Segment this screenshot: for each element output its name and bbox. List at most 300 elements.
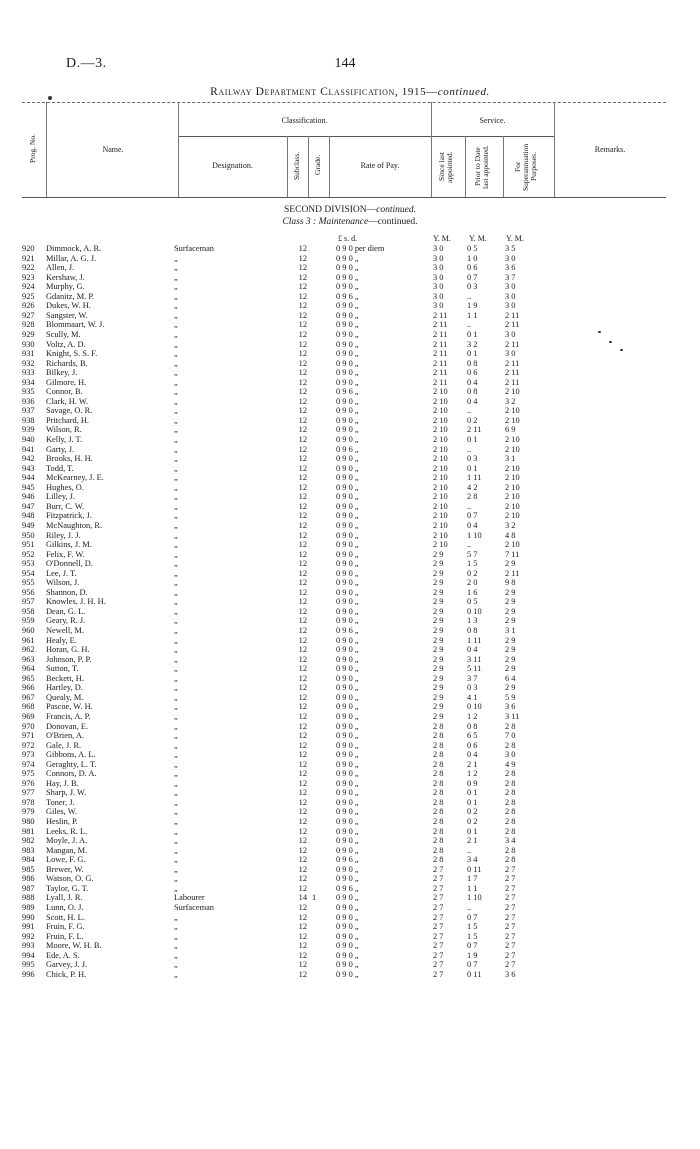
cell-prog-no: 992	[22, 931, 35, 941]
cell-name: Gale, J. R.	[46, 740, 82, 750]
table-header	[22, 102, 666, 198]
cell-since-last-appointed: 2 9	[433, 626, 444, 635]
cell-prior-to-date: 0 2	[467, 817, 478, 826]
cell-superannuation: 2 8	[505, 740, 516, 750]
ink-mark	[609, 341, 612, 343]
cell-superannuation: 2 8	[505, 721, 516, 731]
cell-prog-no: 924	[22, 282, 35, 292]
cell-name: Lowe, F. G.	[46, 855, 86, 865]
cell-rate-of-pay: 0 9 0 „	[336, 817, 359, 826]
cell-rate-of-pay: 0 9 0 „	[336, 587, 359, 597]
cell-prior-to-date: 0 11	[467, 969, 482, 979]
cell-name: Blommaart, W. J.	[46, 320, 105, 330]
table-row	[0, 511, 700, 521]
cell-name: Kershaw, J.	[46, 272, 85, 282]
cell-subclass: 12	[298, 969, 307, 979]
cell-prior-to-date: 1 11	[467, 635, 482, 645]
cell-designation: „	[174, 826, 178, 836]
table-row	[0, 798, 700, 808]
cell-designation: „	[174, 778, 178, 788]
cell-name: Gilmore, H.	[46, 377, 87, 387]
cell-superannuation: 2 10	[505, 387, 520, 397]
cell-prog-no: 975	[22, 769, 35, 779]
cell-since-last-appointed: 2 10	[433, 482, 448, 492]
cell-rate-of-pay: 0 9 0 „	[336, 549, 359, 559]
cell-superannuation: 2 7	[505, 902, 516, 912]
cell-prog-no: 995	[22, 960, 35, 970]
cell-designation: „	[174, 454, 178, 464]
cell-designation: „	[174, 845, 178, 855]
cell-superannuation: 2 9	[505, 645, 516, 655]
cell-designation: „	[174, 482, 178, 492]
cell-designation: „	[174, 626, 178, 635]
cell-superannuation: 2 10	[505, 540, 520, 550]
cell-subclass: 12	[298, 759, 307, 769]
cell-subclass: 12	[298, 769, 307, 779]
cell-prog-no: 979	[22, 807, 35, 817]
cell-name: Quealy, M.	[46, 692, 84, 702]
cell-since-last-appointed: 2 11	[433, 329, 448, 339]
cell-superannuation: 2 10	[505, 415, 520, 425]
cell-since-last-appointed: 2 11	[433, 339, 448, 349]
cell-name: Toner, J.	[46, 797, 75, 807]
table-row	[0, 502, 700, 512]
cell-prog-no: 934	[22, 377, 35, 387]
cell-superannuation: 2 8	[505, 826, 516, 836]
cell-superannuation: 2 9	[505, 606, 516, 616]
table-row	[0, 521, 700, 531]
cell-prog-no: 953	[22, 559, 35, 569]
cell-designation: „	[174, 731, 178, 741]
cell-prog-no: 966	[22, 683, 35, 693]
units-row	[0, 234, 700, 244]
table-row	[0, 731, 700, 741]
cell-prior-to-date: 1 3	[467, 616, 478, 626]
cell-prior-to-date: 2 1	[467, 759, 478, 769]
cell-rate-of-pay: 0 9 0 „	[336, 721, 359, 731]
cell-name: O'Brien, A.	[46, 731, 85, 741]
cell-prog-no: 985	[22, 864, 35, 874]
cell-superannuation: 3 0	[505, 282, 516, 292]
cell-name: Murphy, G.	[46, 282, 85, 292]
cell-subclass: 12	[298, 540, 307, 550]
cell-designation: „	[174, 740, 178, 750]
cell-name: Clark, H. W.	[46, 396, 89, 406]
cell-designation: „	[174, 492, 178, 502]
cell-subclass: 14	[298, 893, 307, 903]
cell-designation: „	[174, 673, 178, 683]
cell-designation: „	[174, 396, 178, 406]
cell-subclass: 12	[298, 511, 307, 521]
cell-since-last-appointed: 2 7	[433, 893, 444, 903]
cell-rate-of-pay: 0 9 0 „	[336, 807, 359, 817]
header-designation: Designation.	[212, 161, 253, 170]
cell-designation: „	[174, 788, 178, 798]
cell-prior-to-date: 1 5	[467, 559, 478, 569]
cell-prog-no: 955	[22, 578, 35, 588]
cell-since-last-appointed: 2 10	[433, 501, 448, 511]
cell-name: Mangan, M.	[46, 845, 88, 855]
cell-name: Geary, R. J.	[46, 616, 86, 626]
cell-rate-of-pay: 0 9 0 „	[336, 864, 359, 874]
cell-designation: „	[174, 568, 178, 578]
cell-designation: „	[174, 415, 178, 425]
cell-superannuation: 3 5	[505, 244, 516, 253]
cell-since-last-appointed: 2 8	[433, 797, 444, 807]
cell-prog-no: 942	[22, 454, 35, 464]
cell-rate-of-pay: 0 9 0 „	[336, 501, 359, 511]
division-heading: SECOND DIVISION—continued.	[284, 205, 416, 215]
cell-superannuation: 3 6	[505, 702, 516, 712]
cell-prog-no: 989	[22, 902, 35, 912]
cell-name: Healy, E.	[46, 635, 77, 645]
cell-prog-no: 921	[22, 253, 35, 263]
cell-rate-of-pay: 0 9 0 „	[336, 396, 359, 406]
cell-prog-no: 983	[22, 845, 35, 855]
cell-since-last-appointed: 2 7	[433, 931, 444, 941]
cell-superannuation: 2 11	[505, 568, 520, 578]
cell-designation: „	[174, 435, 178, 444]
table-row	[0, 645, 700, 655]
cell-prog-no: 937	[22, 406, 35, 416]
page-number: 144	[334, 56, 356, 71]
cell-rate-of-pay: 0 9 0 „	[336, 826, 359, 836]
cell-subclass: 12	[298, 253, 307, 263]
cell-since-last-appointed: 2 11	[433, 320, 448, 330]
ink-mark	[598, 331, 601, 333]
cell-subclass: 12	[298, 349, 307, 359]
cell-rate-of-pay: 0 9 0 „	[336, 559, 359, 569]
table-row	[0, 741, 700, 751]
cell-subclass: 12	[298, 855, 307, 865]
cell-designation: „	[174, 587, 178, 597]
cell-prog-no: 980	[22, 817, 35, 826]
cell-since-last-appointed: 2 9	[433, 578, 444, 588]
units-ym-super: Y. M.	[506, 234, 524, 243]
table-row	[0, 540, 700, 550]
cell-name: Hay, J. B.	[46, 778, 79, 788]
cell-name: Hartley, D.	[46, 683, 83, 693]
cell-since-last-appointed: 2 10	[433, 530, 448, 540]
cell-subclass: 12	[298, 406, 307, 416]
cell-rate-of-pay: 0 9 0 „	[336, 740, 359, 750]
cell-name: Newell, M.	[46, 626, 84, 635]
cell-superannuation: 4 9	[505, 759, 516, 769]
cell-designation: „	[174, 301, 178, 311]
cell-superannuation: 2 8	[505, 778, 516, 788]
cell-prior-to-date: ..	[467, 845, 472, 855]
cell-superannuation: 2 7	[505, 864, 516, 874]
cell-prog-no: 939	[22, 425, 35, 435]
cell-rate-of-pay: 0 9 0 „	[336, 530, 359, 540]
header-superannuation: For Superannuation Purposes.	[513, 143, 538, 191]
cell-since-last-appointed: 2 11	[433, 358, 448, 368]
table-row	[0, 827, 700, 837]
cell-rate-of-pay: 0 9 0 „	[336, 329, 359, 339]
cell-subclass: 12	[298, 415, 307, 425]
cell-name: Sangster, W.	[46, 310, 88, 320]
cell-since-last-appointed: 2 10	[433, 387, 448, 397]
cell-since-last-appointed: 3 0	[433, 244, 444, 253]
cell-prog-no: 932	[22, 358, 35, 368]
cell-prior-to-date: 0 7	[467, 960, 478, 970]
cell-prior-to-date: 5 7	[467, 549, 478, 559]
cell-name: Sutton, T.	[46, 664, 79, 674]
cell-superannuation: 3 7	[505, 272, 516, 282]
cell-designation: „	[174, 291, 178, 301]
cell-since-last-appointed: 2 8	[433, 817, 444, 826]
cell-prog-no: 940	[22, 435, 35, 444]
cell-prog-no: 923	[22, 272, 35, 282]
cell-rate-of-pay: 0 9 0 „	[336, 960, 359, 970]
cell-superannuation: 2 7	[505, 950, 516, 960]
table-row	[0, 292, 700, 302]
cell-prior-to-date: 0 3	[467, 282, 478, 292]
cell-prior-to-date: 3 4	[467, 855, 478, 865]
cell-subclass: 12	[298, 444, 307, 454]
cell-subclass: 12	[298, 263, 307, 273]
cell-designation: „	[174, 912, 178, 922]
cell-prior-to-date: 0 5	[467, 597, 478, 607]
cell-designation: „	[174, 263, 178, 273]
cell-subclass: 12	[298, 272, 307, 282]
cell-superannuation: 2 8	[505, 817, 516, 826]
cell-rate-of-pay: 0 9 0 „	[336, 750, 359, 760]
table-row	[0, 349, 700, 359]
cell-since-last-appointed: 2 9	[433, 549, 444, 559]
cell-prog-no: 963	[22, 654, 35, 664]
header-grade: Grade.	[313, 154, 322, 176]
cell-prior-to-date: 0 4	[467, 750, 478, 760]
cell-rate-of-pay: 0 9 0 „	[336, 893, 359, 903]
table-row	[0, 683, 700, 693]
cell-name: Dimmock, A. R.	[46, 244, 102, 253]
cell-grade: 1	[312, 893, 317, 903]
table-row	[0, 616, 700, 626]
cell-rate-of-pay: 0 9 0 „	[336, 606, 359, 616]
cell-name: Shannon, D.	[46, 587, 88, 597]
cell-designation: „	[174, 377, 178, 387]
cell-rate-of-pay: 0 9 0 „	[336, 253, 359, 263]
cell-subclass: 12	[298, 435, 307, 444]
cell-rate-of-pay: 0 9 6 „	[336, 855, 359, 865]
table-row	[0, 254, 700, 264]
cell-subclass: 12	[298, 587, 307, 597]
cell-name: McNaughton, R.	[46, 520, 103, 530]
cell-prior-to-date: ..	[467, 540, 472, 550]
cell-superannuation: 2 10	[505, 482, 520, 492]
cell-prior-to-date: 0 1	[467, 463, 478, 473]
cell-prog-no: 930	[22, 339, 35, 349]
cell-rate-of-pay: 0 9 0 „	[336, 702, 359, 712]
cell-prog-no: 926	[22, 301, 35, 311]
cell-prior-to-date: 1 5	[467, 931, 478, 941]
cell-designation: „	[174, 941, 178, 951]
cell-rate-of-pay: 0 9 6 „	[336, 387, 359, 397]
cell-superannuation: 2 10	[505, 406, 520, 416]
cell-designation: „	[174, 931, 178, 941]
table-row	[0, 750, 700, 760]
cell-designation: „	[174, 368, 178, 378]
cell-subclass: 12	[298, 941, 307, 951]
cell-subclass: 12	[298, 559, 307, 569]
cell-prog-no: 974	[22, 759, 35, 769]
cell-prog-no: 972	[22, 740, 35, 750]
cell-subclass: 12	[298, 817, 307, 826]
cell-superannuation: 2 7	[505, 874, 516, 884]
cell-prior-to-date: 0 1	[467, 349, 478, 359]
cell-prior-to-date: 1 9	[467, 301, 478, 311]
cell-since-last-appointed: 2 10	[433, 492, 448, 502]
cell-since-last-appointed: 2 10	[433, 511, 448, 521]
cell-name: Dean, G. L.	[46, 606, 86, 616]
header-rate-of-pay: Rate of Pay.	[360, 161, 400, 170]
cell-since-last-appointed: 2 10	[433, 520, 448, 530]
cell-designation: „	[174, 721, 178, 731]
cell-rate-of-pay: 0 9 0 „	[336, 406, 359, 416]
cell-designation: „	[174, 960, 178, 970]
cell-since-last-appointed: 2 9	[433, 616, 444, 626]
cell-superannuation: 2 11	[505, 339, 520, 349]
table-row	[0, 712, 700, 722]
cell-since-last-appointed: 2 7	[433, 883, 444, 893]
cell-designation: „	[174, 282, 178, 292]
cell-prior-to-date: 1 9	[467, 950, 478, 960]
cell-prior-to-date: 0 8	[467, 626, 478, 635]
cell-rate-of-pay: 0 9 0 „	[336, 272, 359, 282]
cell-rate-of-pay: 0 9 0 „	[336, 377, 359, 387]
cell-prog-no: 960	[22, 626, 35, 635]
cell-designation: „	[174, 864, 178, 874]
cell-name: Ede, A. S.	[46, 950, 80, 960]
cell-superannuation: 2 9	[505, 635, 516, 645]
cell-since-last-appointed: 2 9	[433, 635, 444, 645]
cell-rate-of-pay: 0 9 0 „	[336, 349, 359, 359]
cell-rate-of-pay: 0 9 0 „	[336, 969, 359, 979]
cell-name: Geraghty, L. T.	[46, 759, 97, 769]
cell-superannuation: 2 7	[505, 893, 516, 903]
cell-designation: „	[174, 969, 178, 979]
cell-prog-no: 928	[22, 320, 35, 330]
cell-prog-no: 935	[22, 387, 35, 397]
document-reference: D.—3.	[66, 56, 107, 71]
cell-rate-of-pay: 0 9 0 „	[336, 425, 359, 435]
cell-name: Garty, J.	[46, 444, 75, 454]
cell-since-last-appointed: 2 10	[433, 415, 448, 425]
cell-prior-to-date: 2 1	[467, 836, 478, 846]
cell-name: Savage, O. R.	[46, 406, 93, 416]
table-row	[0, 702, 700, 712]
cell-prog-no: 920	[22, 244, 35, 253]
cell-superannuation: 3 0	[505, 301, 516, 311]
cell-subclass: 12	[298, 387, 307, 397]
cell-prog-no: 950	[22, 530, 35, 540]
cell-subclass: 12	[298, 797, 307, 807]
cell-since-last-appointed: 2 9	[433, 587, 444, 597]
cell-name: Connor, B.	[46, 387, 83, 397]
cell-prog-no: 938	[22, 415, 35, 425]
cell-since-last-appointed: 2 7	[433, 950, 444, 960]
cell-prog-no: 978	[22, 797, 35, 807]
cell-prog-no: 962	[22, 645, 35, 655]
cell-superannuation: 4 8	[505, 530, 516, 540]
cell-designation: „	[174, 501, 178, 511]
header-service: Service.	[479, 116, 506, 125]
cell-subclass: 12	[298, 788, 307, 798]
table-row	[0, 941, 700, 951]
cell-prog-no: 987	[22, 883, 35, 893]
cell-name: Pascoe, W. H.	[46, 702, 93, 712]
cell-subclass: 12	[298, 377, 307, 387]
cell-since-last-appointed: 2 11	[433, 310, 448, 320]
cell-rate-of-pay: 0 9 0 „	[336, 635, 359, 645]
cell-prog-no: 970	[22, 721, 35, 731]
cell-designation: „	[174, 606, 178, 616]
cell-subclass: 12	[298, 711, 307, 721]
cell-prog-no: 967	[22, 692, 35, 702]
cell-since-last-appointed: 2 7	[433, 864, 444, 874]
cell-rate-of-pay: 0 9 6 „	[336, 626, 359, 635]
cell-subclass: 12	[298, 396, 307, 406]
cell-name: Riley, J. J.	[46, 530, 81, 540]
ink-mark	[620, 349, 623, 351]
cell-rate-of-pay: 0 9 0 „	[336, 473, 359, 483]
cell-designation: „	[174, 836, 178, 846]
cell-name: Brooks, H. H.	[46, 454, 93, 464]
table-row	[0, 817, 700, 827]
cell-prior-to-date: ..	[467, 291, 472, 301]
cell-superannuation: 2 9	[505, 587, 516, 597]
cell-designation: „	[174, 711, 178, 721]
cell-superannuation: 6 4	[505, 673, 516, 683]
cell-name: Millar, A. G. J.	[46, 253, 97, 263]
units-lsd: £ s. d.	[338, 234, 358, 243]
cell-superannuation: 2 7	[505, 883, 516, 893]
cell-prog-no: 964	[22, 664, 35, 674]
cell-designation: Labourer	[174, 893, 205, 903]
cell-prior-to-date: 0 3	[467, 454, 478, 464]
cell-name: Sharp, J. W.	[46, 788, 87, 798]
cell-subclass: 12	[298, 310, 307, 320]
cell-subclass: 12	[298, 454, 307, 464]
cell-prior-to-date: 0 5	[467, 244, 478, 253]
table-row	[0, 960, 700, 970]
header-classification: Classification.	[281, 116, 328, 125]
cell-subclass: 12	[298, 473, 307, 483]
table-row	[0, 397, 700, 407]
cell-prior-to-date: 1 10	[467, 530, 482, 540]
cell-prog-no: 982	[22, 836, 35, 846]
table-row	[0, 807, 700, 817]
cell-prior-to-date: 0 1	[467, 329, 478, 339]
table-row	[0, 788, 700, 798]
cell-superannuation: 3 0	[505, 329, 516, 339]
cell-superannuation: 7 0	[505, 731, 516, 741]
cell-rate-of-pay: 0 9 0 „	[336, 263, 359, 273]
cell-name: Beckett, H.	[46, 673, 84, 683]
cell-since-last-appointed: 2 9	[433, 568, 444, 578]
header-prior-to-date: Prior to Date last appointed.	[473, 145, 490, 189]
cell-rate-of-pay: 0 9 0 „	[336, 568, 359, 578]
table-row	[0, 282, 700, 292]
cell-since-last-appointed: 3 0	[433, 272, 444, 282]
cell-prog-no: 946	[22, 492, 35, 502]
ink-mark	[48, 96, 52, 100]
cell-since-last-appointed: 2 7	[433, 960, 444, 970]
cell-superannuation: 2 9	[505, 616, 516, 626]
cell-superannuation: 9 8	[505, 578, 516, 588]
table-row	[0, 416, 700, 426]
